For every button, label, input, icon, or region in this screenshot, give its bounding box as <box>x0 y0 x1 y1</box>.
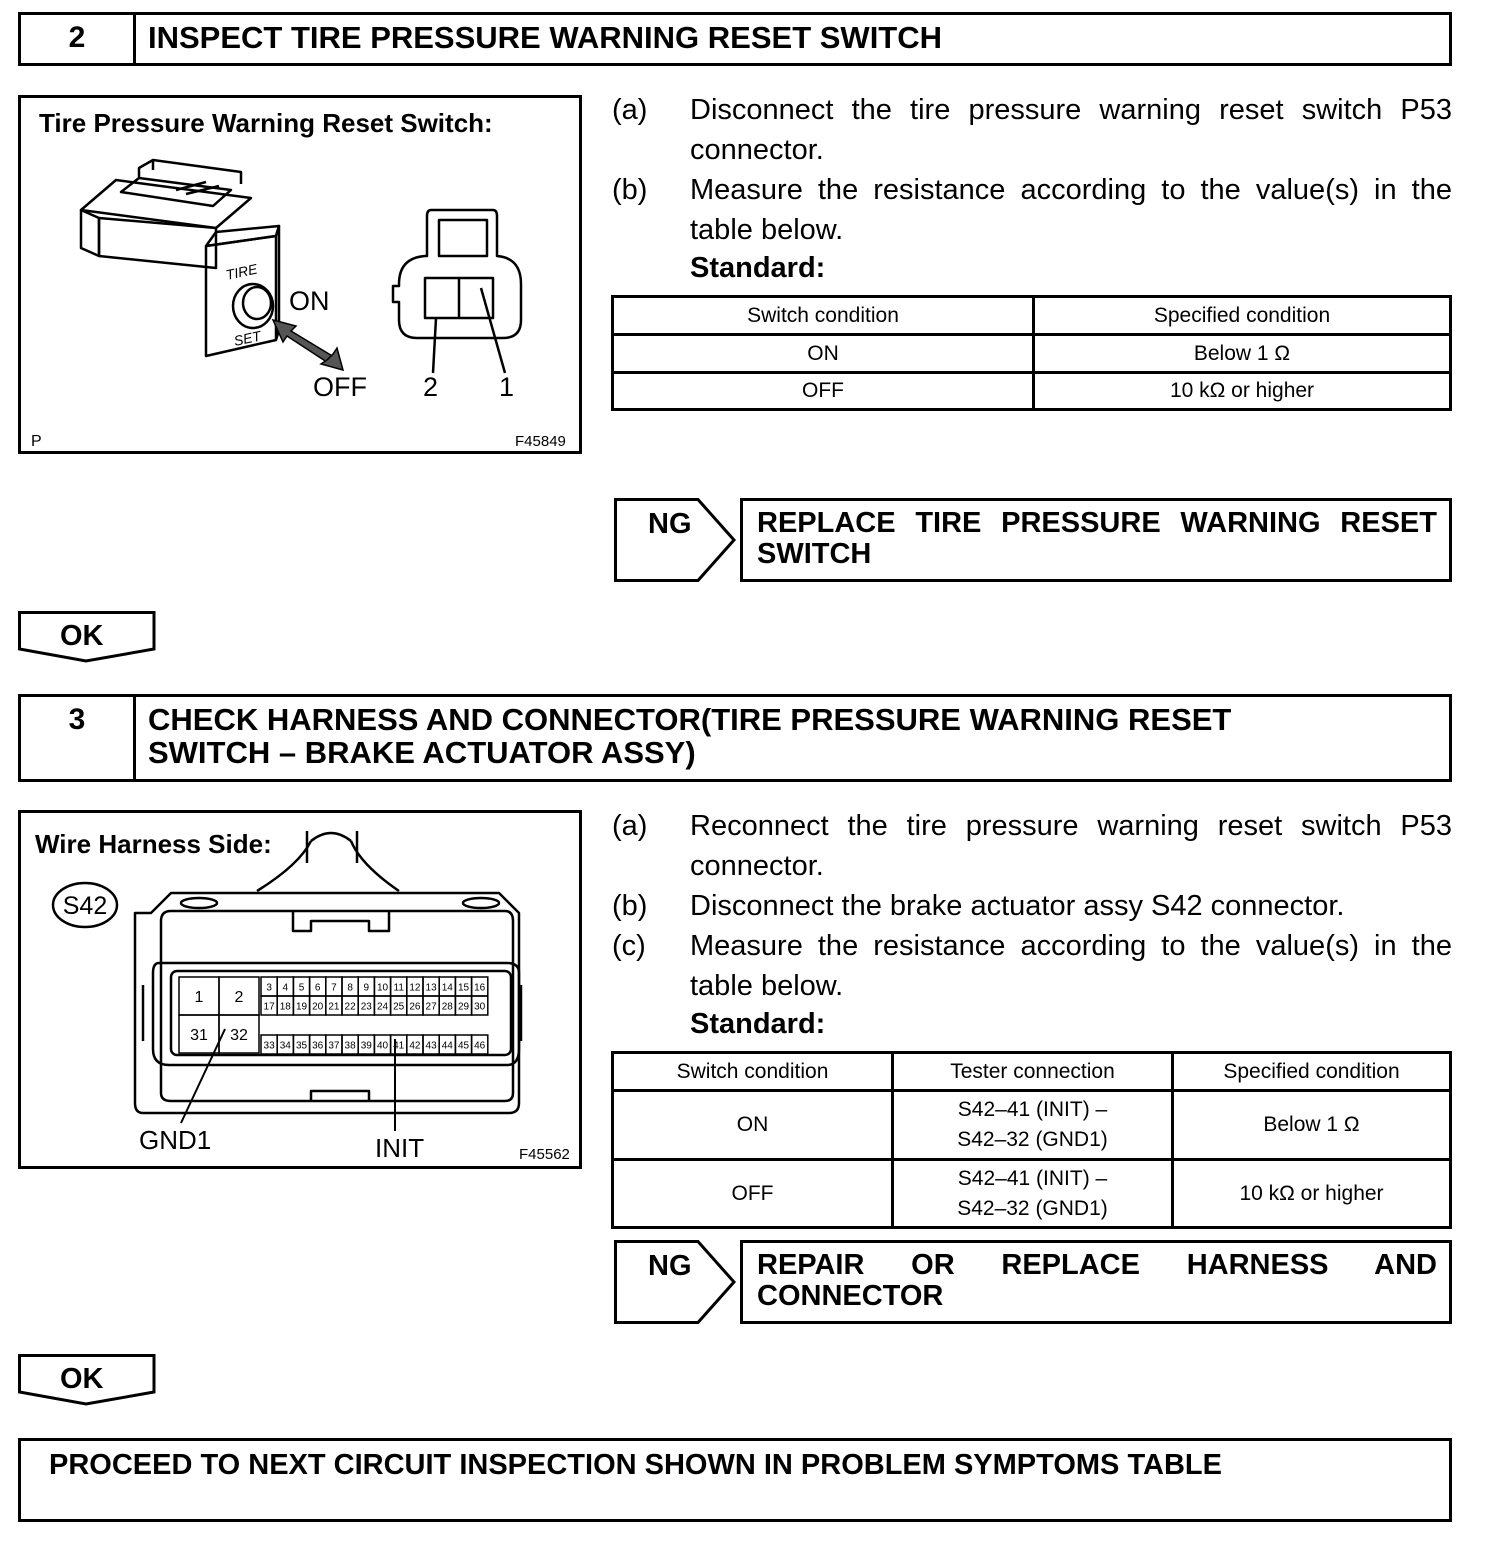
pin-number: 44 <box>441 1040 453 1052</box>
pin-number: 3 <box>266 982 272 994</box>
pin-number: 46 <box>474 1040 486 1052</box>
step-2-title: INSPECT TIRE PRESSURE WARNING RESET SWITCH <box>148 20 943 55</box>
figure-code: F45562 <box>519 1146 570 1163</box>
step-2-spec-table <box>611 295 1452 411</box>
step-3a-text: Reconnect the tire pressure warning reset switch P53 connector. <box>690 810 1452 882</box>
step-3-header <box>18 694 1452 782</box>
table-cell: OFF <box>613 373 1034 410</box>
table-header: Switch condition <box>613 1053 893 1091</box>
switch-text-tire: TIRE <box>224 260 259 283</box>
tester-connection-line2: S42–32 (GND1) <box>957 1128 1108 1151</box>
step-2-standard-label: Standard: <box>690 252 826 284</box>
pin-number: 23 <box>360 1001 372 1013</box>
figure-title: Tire Pressure Warning Reset Switch: <box>39 108 493 138</box>
pin-number: 4 <box>282 982 289 994</box>
step-2-ok-label: OK <box>60 620 104 652</box>
pin-number: 42 <box>409 1040 421 1052</box>
table-cell: 10 kΩ or higher <box>1034 373 1451 410</box>
table-cell: 10 kΩ or higher <box>1173 1160 1451 1228</box>
step-3a <box>612 806 1452 886</box>
pin-number: 9 <box>363 982 370 994</box>
pin-number: 8 <box>347 982 353 994</box>
table-cell: Below 1 Ω <box>1034 335 1451 373</box>
pin-number: 24 <box>376 1001 389 1013</box>
pin-number: 25 <box>393 1001 405 1013</box>
pin-number: 31 <box>190 1027 208 1044</box>
pin-number: 30 <box>474 1001 486 1013</box>
table-cell: OFF <box>613 1160 893 1228</box>
tester-connection-line1: S42–41 (INIT) – <box>957 1166 1108 1190</box>
final-instruction-box: PROCEED TO NEXT CIRCUIT INSPECTION SHOWN IN PROBLEM SYMPTOMS TABLE <box>18 1438 1452 1522</box>
pin-number: 41 <box>393 1040 405 1052</box>
label-on: ON <box>289 286 330 316</box>
table-cell <box>893 1091 1173 1160</box>
pin-number: 36 <box>312 1040 324 1052</box>
pin-number: 2 <box>234 989 244 1006</box>
step-3c <box>612 926 1452 1006</box>
step-3-ok-label: OK <box>60 1363 104 1395</box>
pin-number: 37 <box>328 1040 340 1052</box>
step-2b-text: Measure the resistance according to the value(s) in the table below. <box>690 174 1452 246</box>
step-3b <box>612 886 1452 926</box>
pin-number: 29 <box>457 1001 470 1013</box>
corner-mark: P <box>31 433 42 450</box>
pin-number: 39 <box>360 1040 372 1052</box>
table-cell: ON <box>613 1091 893 1160</box>
pin-number: 10 <box>376 982 389 994</box>
table-cell: Below 1 Ω <box>1173 1091 1451 1160</box>
ng-label: NG <box>648 1250 692 1282</box>
step-2-ng-block <box>614 498 1454 582</box>
step-2a-label: (a) <box>612 94 648 126</box>
reset-switch-figure <box>18 95 582 454</box>
step-3c-label: (c) <box>612 930 646 962</box>
connector-id: S42 <box>62 892 108 920</box>
step-2b-label: (b) <box>612 174 648 206</box>
pin-number: 1 <box>194 989 204 1006</box>
pin-number: 12 <box>409 982 421 994</box>
tester-connection-line1: S42–41 (INIT) – <box>957 1098 1108 1121</box>
pin-1-label: 1 <box>499 372 515 402</box>
pin-number: 5 <box>298 982 305 994</box>
step-3-standard-label: Standard: <box>690 1008 826 1040</box>
step-3-spec-table <box>611 1051 1452 1229</box>
pin-number: 18 <box>279 1001 291 1013</box>
pin-number: 16 <box>474 982 486 994</box>
table-header: Specified condition <box>1034 297 1451 335</box>
ng-action-line1: REPAIR OR REPLACE HARNESS AND <box>757 1249 1437 1281</box>
pin-number: 43 <box>425 1040 437 1052</box>
figure-code: F45849 <box>515 433 566 450</box>
pin-number: 40 <box>376 1040 389 1052</box>
table-header: Switch condition <box>613 297 1034 335</box>
step-2a <box>612 90 1452 170</box>
tester-connection-line2: S42–32 (GND1) <box>957 1196 1108 1220</box>
pin-number: 45 <box>457 1040 470 1052</box>
pin-number: 21 <box>328 1001 340 1013</box>
label-off: OFF <box>313 372 367 402</box>
ng-action-line2: CONNECTOR <box>757 1280 944 1312</box>
table-header: Specified condition <box>1173 1053 1451 1091</box>
table-cell <box>893 1160 1173 1228</box>
step-2b <box>612 170 1452 250</box>
pin-number: 35 <box>295 1040 308 1052</box>
step-3a-label: (a) <box>612 810 648 842</box>
reset-switch-drawing <box>21 98 579 451</box>
pin-number: 7 <box>331 982 337 994</box>
ng-action <box>740 1240 1452 1324</box>
pin-number: 28 <box>441 1001 453 1013</box>
step-2a-text: Disconnect the tire pressure warning reset switch P53 connector. <box>690 94 1452 166</box>
figure-title: Wire Harness Side: <box>35 829 272 859</box>
step-3-number: 3 <box>21 697 136 779</box>
pin-number: 32 <box>230 1027 248 1044</box>
step-2-header <box>18 12 1452 66</box>
pin-number: 6 <box>314 982 321 994</box>
step-3-title-line2: SWITCH – BRAKE ACTUATOR ASSY) <box>148 735 696 770</box>
pin-number: 26 <box>409 1001 421 1013</box>
step-3-title <box>136 697 1449 779</box>
switch-text-set: SET <box>232 327 263 349</box>
step-3b-label: (b) <box>612 890 648 922</box>
pin-number: 11 <box>393 982 404 994</box>
step-3b-text: Disconnect the brake actuator assy S42 connector. <box>690 890 1345 922</box>
ng-label: NG <box>648 508 692 540</box>
step-3-ng-block <box>614 1240 1454 1324</box>
pin-number: 19 <box>295 1001 308 1013</box>
pin-number: 17 <box>263 1001 275 1013</box>
step-3c-text: Measure the resistance according to the value(s) in the table below. <box>690 930 1452 1002</box>
pin-number: 22 <box>344 1001 356 1013</box>
step-2-number: 2 <box>21 15 136 63</box>
pin-number: 33 <box>263 1040 275 1052</box>
pin-number: 13 <box>425 982 437 994</box>
pin-number: 38 <box>344 1040 356 1052</box>
label-init: INIT <box>375 1133 425 1163</box>
step-3-title-line1: CHECK HARNESS AND CONNECTOR(TIRE PRESSURE WARNING RESET <box>148 702 1232 737</box>
pin-number: 14 <box>441 982 453 994</box>
pin-number: 27 <box>425 1001 437 1013</box>
harness-connector-figure <box>18 810 582 1169</box>
pin-number: 34 <box>279 1040 291 1052</box>
pin-2-label: 2 <box>423 372 439 402</box>
label-gnd1: GND1 <box>139 1125 212 1155</box>
ng-action: REPLACE TIRE PRESSURE WARNING RESET SWITCH <box>740 498 1452 582</box>
table-cell: ON <box>613 335 1034 373</box>
table-header: Tester connection <box>893 1053 1173 1091</box>
pin-number: 15 <box>457 982 470 994</box>
pin-number: 20 <box>312 1001 324 1013</box>
s42-connector-drawing <box>21 813 579 1166</box>
